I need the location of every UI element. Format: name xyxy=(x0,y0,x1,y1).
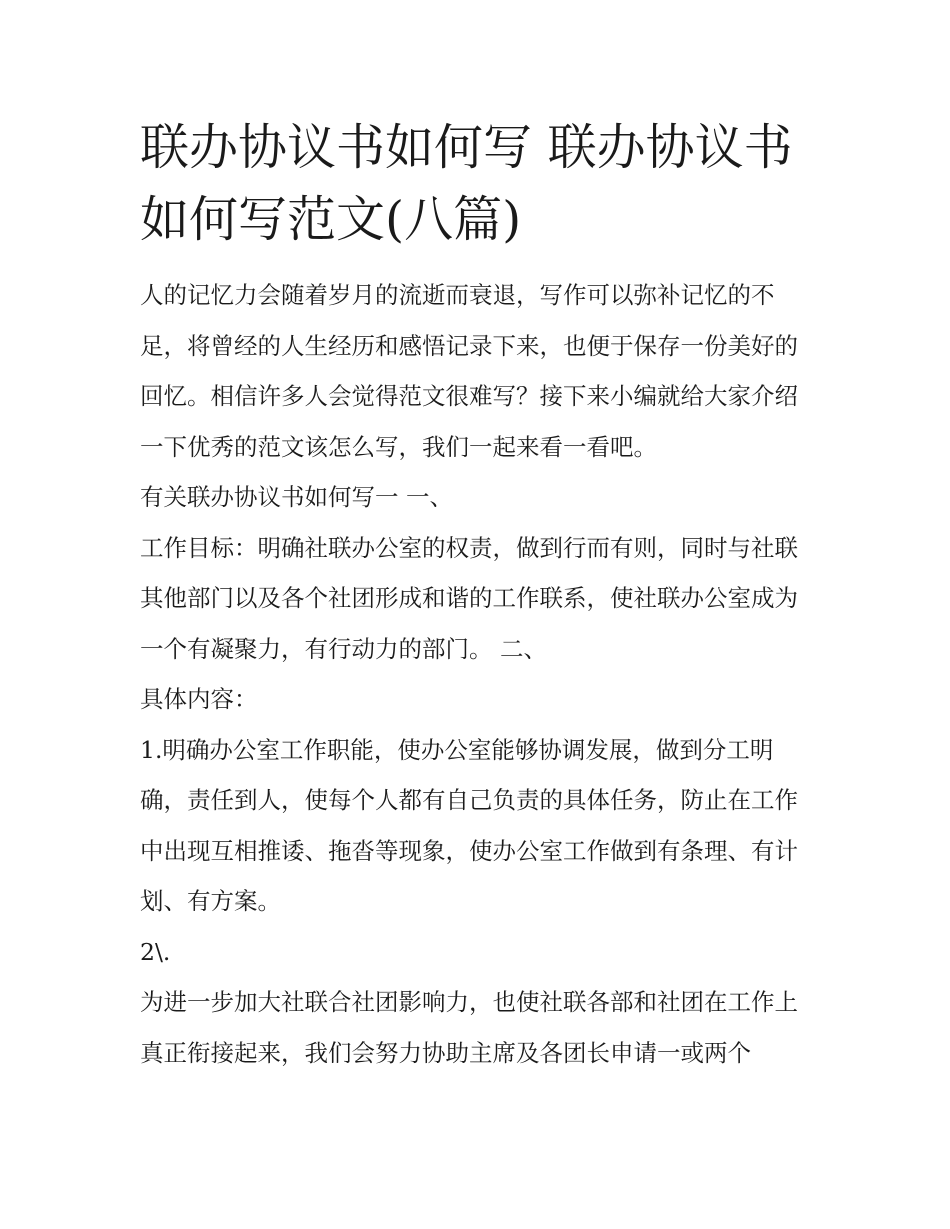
section-heading-one: 有关联办协议书如何写一 一、 xyxy=(140,483,453,511)
item-two-label: 2\. xyxy=(140,937,171,966)
item-two-paragraph: 为进一步加大社联合社团影响力，也使社联各部和社团在工作上真正衔接起来，我们会努力协助主席及各团长申请一或两个 xyxy=(140,988,798,1067)
work-goal-paragraph: 工作目标：明确社联办公室的权责，做到行而有则，同时与社联其他部门以及各个社团形成和谐的工作联系，使社联办公室成为一个有凝聚力，有行动力的部门。 二、 xyxy=(140,533,798,663)
item-one-paragraph: 1.明确办公室工作职能，使办公室能够协调发展，做到分工明确，责任到人，使每个人都有自己负责的具体任务，防止在工作中出现互相推诿、拖沓等现象，使办公室工作做到有条理、有计划、有方案。 xyxy=(140,735,798,915)
content-heading: 具体内容： xyxy=(140,685,258,713)
document-title: 联办协议书如何写 联办协议书如何写范文(八篇) xyxy=(140,119,793,248)
document-page xyxy=(140,112,820,1078)
intro-paragraph: 人的记忆力会随着岁月的流逝而衰退，写作可以弥补记忆的不足，将曾经的人生经历和感悟记录下来，也便于保存一份美好的回忆。相信许多人会觉得范文很难写？接下来小编就给大家介绍一下优秀的范文该怎么写，我们一起来看一看吧。 xyxy=(140,281,798,461)
